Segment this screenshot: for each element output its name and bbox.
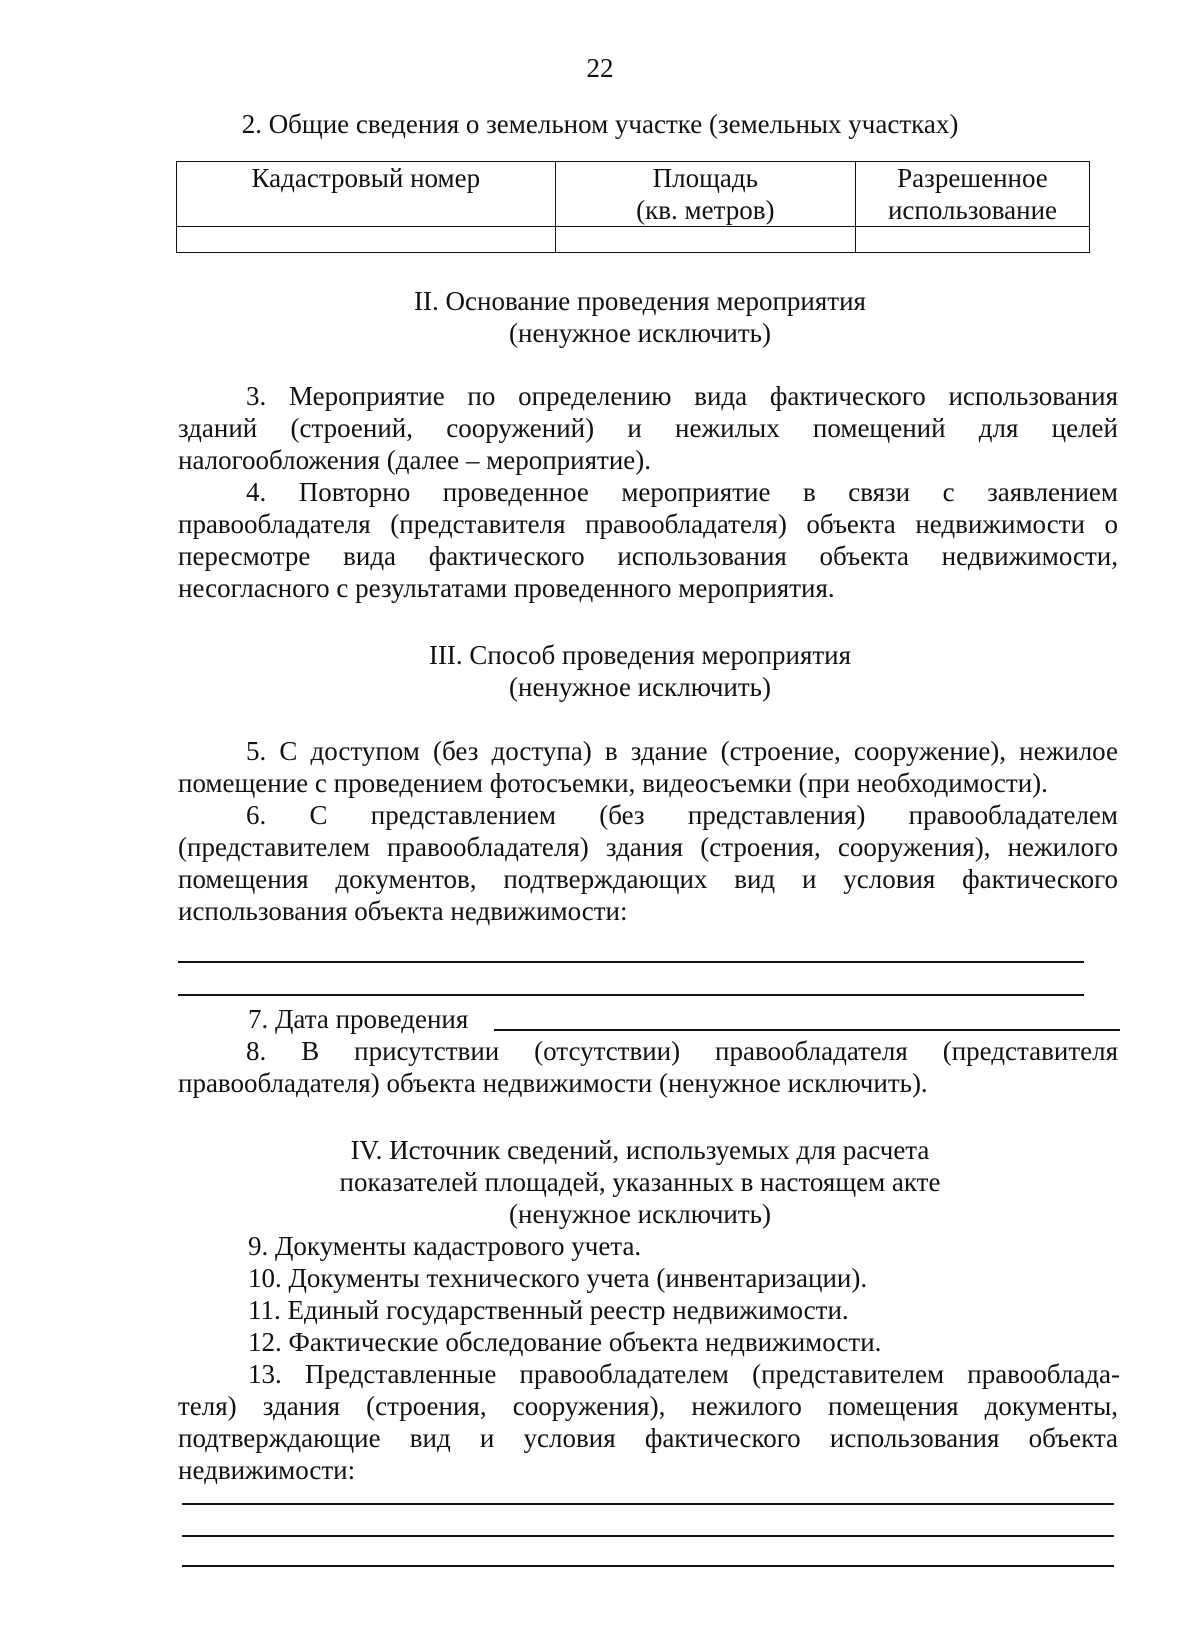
part-2-title: II. Основание проведения мероприятия [414, 286, 866, 316]
item-5-line-1: 5. С доступом (без доступа) в здание (строение, сооружение), нежилое [246, 736, 1118, 766]
item-4-line-1: 4. Повторно проведенное мероприятие в связи с заявлением [246, 477, 1118, 507]
item-3-line-1: 3. Мероприятие по определению вида фактического использования [246, 381, 1118, 411]
sources-blank-line-3[interactable] [182, 1565, 1114, 1567]
item-13-line-4: недвижимости: [178, 1455, 356, 1485]
header-cadastral-number: Кадастровый номер [177, 162, 556, 227]
documents-blank-line-1[interactable] [178, 961, 1084, 963]
part-3-title: III. Способ проведения мероприятия [428, 640, 852, 670]
section-2-title: 2. Общие сведения о земельном участке (земельных участках) [241, 109, 959, 139]
land-plot-table [176, 161, 1090, 253]
item-3-line-2: зданий (строений, сооружений) и нежилых помещений для целей [178, 413, 1118, 443]
cell-permitted-use[interactable] [855, 227, 1089, 253]
item-4-line-3: пересмотре вида фактического использования объекта недвижимости, [178, 541, 1118, 571]
item-6-line-3: помещения документов, подтверждающих вид и условия фактического [178, 864, 1118, 894]
item-8-line-2: правообладателя) объекта недвижимости (ненужное исключить). [178, 1068, 928, 1098]
part-2-subtitle: (ненужное исключить) [509, 318, 771, 348]
item-6-line-2: (представителем правообладателя) здания (строения, сооружения), нежилого [178, 832, 1118, 862]
page-number: 22 [586, 53, 614, 83]
cell-cadastral-number[interactable] [177, 227, 556, 253]
item-11: 11. Единый государственный реестр недвижимости. [248, 1295, 849, 1325]
item-9: 9. Документы кадастрового учета. [248, 1231, 642, 1261]
item-6-line-1: 6. С представлением (без представления) правообладателем [246, 800, 1118, 830]
item-8-line-1: 8. В присутствии (отсутствии) правообладателя (представителя [246, 1036, 1118, 1066]
item-12: 12. Фактические обследование объекта недвижимости. [248, 1327, 882, 1357]
item-4-line-4: несогласного с результатами проведенного мероприятия. [178, 573, 835, 603]
documents-blank-line-2[interactable] [178, 994, 1084, 996]
item-7-label: 7. Дата проведения [248, 1004, 469, 1034]
part-4-title-line-2: показателей площадей, указанных в настоящем акте [339, 1167, 941, 1197]
cell-area[interactable] [555, 227, 855, 253]
sources-blank-line-1[interactable] [182, 1503, 1114, 1505]
table-header-row [177, 162, 1090, 227]
item-5-line-2: помещение с проведением фотосъемки, видеосъемки (при необходимости). [178, 768, 1048, 798]
sources-blank-line-2[interactable] [182, 1535, 1114, 1537]
item-10: 10. Документы технического учета (инвентаризации). [248, 1263, 868, 1293]
date-blank-line[interactable] [494, 1029, 1120, 1031]
item-4-line-2: правообладателя (представителя правообладателя) объекта недвижимости о [178, 509, 1118, 539]
header-permitted-use: Разрешенное использование [855, 162, 1089, 227]
header-area: Площадь (кв. метров) [555, 162, 855, 227]
item-6-line-4: использования объекта недвижимости: [178, 896, 628, 926]
part-3-subtitle: (ненужное исключить) [509, 672, 771, 702]
item-13-line-1: 13. Представленные правообладателем (представителем правооблада- [248, 1359, 1120, 1389]
item-13-line-2: теля) здания (строения, сооружения), нежилого помещения документы, [178, 1391, 1118, 1421]
table-row [177, 227, 1090, 253]
part-4-title-line-1: IV. Источник сведений, используемых для расчета [350, 1135, 930, 1165]
part-4-subtitle: (ненужное исключить) [509, 1199, 771, 1229]
item-3-line-3: налогообложения (далее – мероприятие). [178, 445, 652, 475]
item-13-line-3: подтверждающие вид и условия фактического использования объекта [178, 1423, 1118, 1453]
